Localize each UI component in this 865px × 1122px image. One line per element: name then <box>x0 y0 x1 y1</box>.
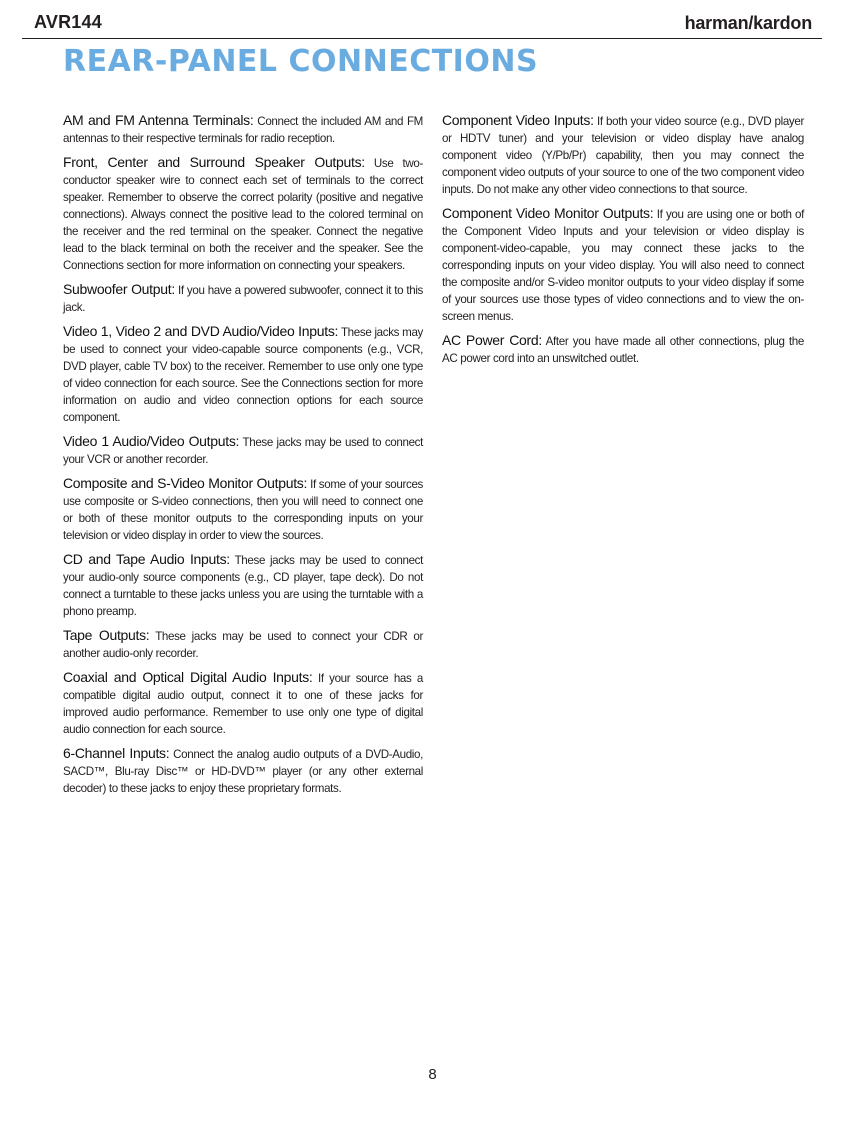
entry-term: AC Power Cord: <box>442 332 542 348</box>
entry-6ch-inputs <box>63 745 423 797</box>
entry-video1-outputs <box>63 433 423 468</box>
entry-am-fm-antenna <box>63 112 423 147</box>
entry-text: These jacks may be used to connect your video-capable source components (e.g., VCR, DVD player, cable TV box) to the receiver. Remember to use only one type of video connection for each source. See the Connections section for more information on audio and video connection options for each source component. <box>63 326 423 424</box>
entry-term: Component Video Inputs: <box>442 112 594 128</box>
brand-logo: harman/kardon <box>684 13 812 33</box>
section-title: REAR-PANEL CONNECTIONS <box>63 44 539 79</box>
entry-monitor-outputs <box>63 475 423 544</box>
entry-term: Video 1 Audio/Video Outputs: <box>63 433 240 449</box>
entry-text: After you have made all other connections, plug the AC power cord into an unswitched outlet. <box>442 335 804 365</box>
entry-term: CD and Tape Audio Inputs: <box>63 551 230 567</box>
entry-term: 6-Channel Inputs: <box>63 745 170 761</box>
entry-text: If some of your sources use composite or S-video connections, then you will need to connect one or both of these monitor outputs to the corresponding inputs on your television or video display in order to view the sources. <box>63 478 424 542</box>
left-column <box>63 112 423 804</box>
entry-component-monitor-outputs <box>442 205 804 325</box>
model-name: AVR144 <box>34 12 102 32</box>
entry-speaker-outputs <box>63 154 423 274</box>
entry-digital-audio-inputs <box>63 669 423 738</box>
entry-term: Subwoofer Output: <box>63 281 175 297</box>
entry-text: Connect the analog audio outputs of a DVD-Audio, SACD™, Blu-ray Disc™ or HD-DVD™ player (or any other external decoder) to these jacks to enjoy these proprietary formats. <box>63 748 424 795</box>
entry-cd-tape-inputs <box>63 551 423 620</box>
page-header <box>22 10 822 39</box>
entry-text: If your source has a compatible digital audio output, connect it to one of these jacks for improved audio performance. Remember to use only one type of digital audio connection for each source. <box>63 672 423 736</box>
right-column <box>442 112 804 374</box>
entry-component-inputs <box>442 112 804 198</box>
entry-text: Use two-conductor speaker wire to connect each set of terminals to the correct speaker. Remember to observe the correct polarity (positive and negative connections). Always connect the positive lead to the colored terminal on the receiver and the red terminal on the speaker. Connect the negative lead to the black terminal on both the receiver and the speaker. See the Connections section for more information on connecting your speakers. <box>63 157 423 272</box>
entry-term: AM and FM Antenna Terminals: <box>63 112 254 128</box>
entry-term: Composite and S-Video Monitor Outputs: <box>63 475 308 491</box>
entry-text: If you are using one or both of the Component Video Inputs and your television or video display is component-video-capable, you may connect these jacks to the corresponding inputs on your video display. You will also need to connect the composite and/or S-video monitor outputs to your video display if some of your sources use those types of video connections and to view the on-screen menus. <box>442 208 804 323</box>
entry-text: These jacks may be used to connect your audio-only source components (e.g., CD player, tape deck). Do not connect a turntable to these jacks unless you are using the turntable with a phono preamp. <box>63 554 423 618</box>
entry-subwoofer-output <box>63 281 423 316</box>
entry-term: Tape Outputs: <box>63 627 150 643</box>
entry-term: Front, Center and Surround Speaker Outputs: <box>63 154 365 170</box>
entry-tape-outputs <box>63 627 423 662</box>
entry-text: If you have a powered subwoofer, connect it to this jack. <box>63 284 423 314</box>
entry-term: Component Video Monitor Outputs: <box>442 205 654 221</box>
entry-text: Connect the included AM and FM antennas to their respective terminals for radio reception. <box>63 115 423 145</box>
entry-text: These jacks may be used to connect your CDR or another audio-only recorder. <box>63 630 423 660</box>
entry-av-inputs <box>63 323 423 426</box>
entry-ac-power-cord <box>442 332 804 367</box>
page-number: 8 <box>428 1066 437 1083</box>
entry-term: Coaxial and Optical Digital Audio Inputs: <box>63 669 313 685</box>
entry-text: If both your video source (e.g., DVD player or HDTV tuner) and your television or video display have analog component video (Y/Pb/Pr) capability, then you may connect the component video outputs of your source to one of the two component video inputs. Do not make any other video connections to that source. <box>442 115 804 196</box>
entry-text: These jacks may be used to connect your VCR or another recorder. <box>63 436 423 466</box>
entry-term: Video 1, Video 2 and DVD Audio/Video Inputs: <box>63 323 339 339</box>
